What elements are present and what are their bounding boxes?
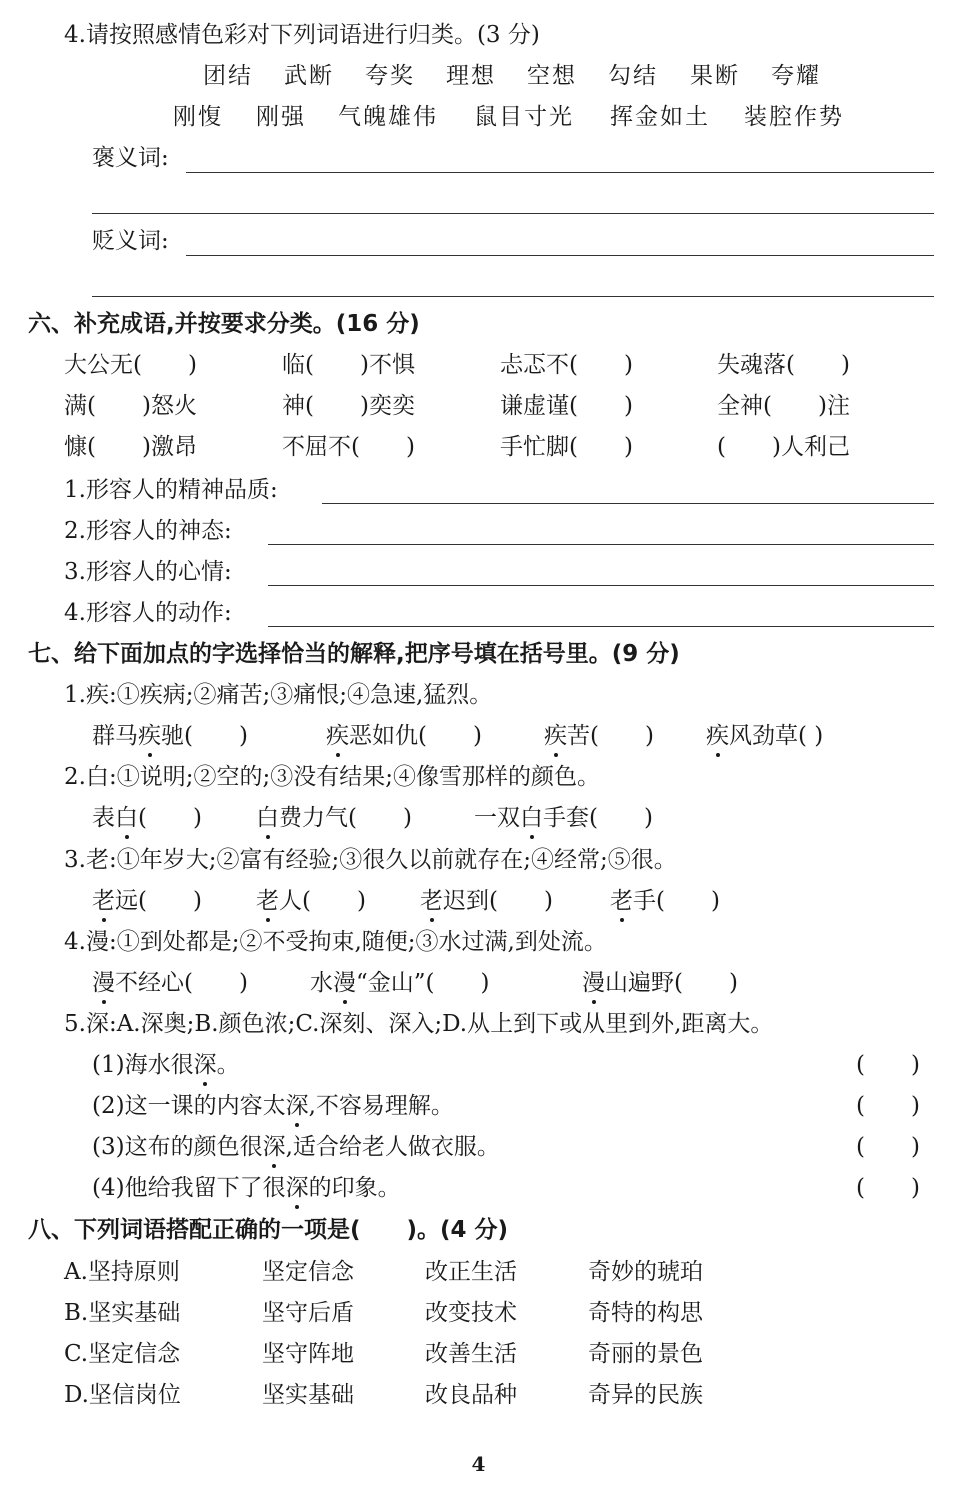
idiom: 满( )怒火 [64, 393, 197, 419]
option-text: 奇妙的琥珀 [588, 1259, 703, 1285]
category-mood: 3.形容人的心情: [64, 559, 232, 585]
item2-definition: 2.白:①说明;②空的;③没有结果;④像雪那样的颜色。 [64, 764, 600, 790]
item1-definition: 1.疾:①疾病;②痛苦;③痛恨;④急速,猛烈。 [64, 682, 493, 708]
option-text: 奇丽的景色 [588, 1341, 703, 1367]
item3-word-a: 老远( ) [92, 888, 202, 914]
section6-title: 六、补充成语,并按要求分类。(16 分) [28, 311, 420, 337]
option-text: 坚守阵地 [262, 1341, 354, 1367]
item4-word-c: 漫山遍野( ) [582, 970, 738, 996]
idiom: 失魂落( ) [717, 352, 850, 378]
idiom: 谦虚谨( ) [500, 393, 633, 419]
item5-sentence4: (4)他给我留下了很深的印象。 [92, 1175, 401, 1201]
word: 气魄雄伟 [338, 104, 438, 130]
option-text: 坚定信念 [262, 1259, 354, 1285]
word: 夸奖 [365, 63, 415, 89]
word: 刚愎 [173, 104, 223, 130]
idiom: 神( )奕奕 [282, 393, 415, 419]
item2-word-c: 一双白手套( ) [474, 805, 653, 831]
item1-word-a: 群马疾驰( ) [92, 723, 248, 749]
word: 勾结 [608, 63, 658, 89]
answer-line[interactable] [186, 255, 934, 256]
option-text: C.坚定信念 [64, 1341, 181, 1367]
word: 夸耀 [771, 63, 821, 89]
item4-word-a: 漫不经心( ) [92, 970, 248, 996]
word: 挥金如土 [610, 104, 710, 130]
page-number: 4 [471, 1452, 486, 1476]
item4-word-b: 水漫“金山”( ) [310, 970, 490, 996]
option-text: 坚实基础 [262, 1382, 354, 1408]
word: 团结 [203, 63, 253, 89]
idiom: 全神( )注 [717, 393, 850, 419]
section8-title: 八、下列词语搭配正确的一项是( )。(4 分) [28, 1217, 509, 1243]
item3-word-b: 老人( ) [256, 888, 366, 914]
idiom: 大公无( ) [64, 352, 197, 378]
word: 鼠目寸光 [474, 104, 574, 130]
item1-word-c: 疾苦( ) [544, 723, 654, 749]
answer-line[interactable] [268, 626, 934, 627]
answer-line[interactable] [92, 296, 934, 297]
answer-line[interactable] [186, 172, 934, 173]
option-text: 改正生活 [425, 1259, 517, 1285]
answer-paren[interactable]: ( ) [856, 1134, 920, 1160]
item2-word-a: 表白( ) [92, 805, 202, 831]
answer-paren[interactable]: ( ) [856, 1052, 920, 1078]
word: 理想 [446, 63, 496, 89]
word: 果断 [690, 63, 740, 89]
idiom: 慷( )激昂 [64, 434, 197, 460]
option-text: 改变技术 [425, 1300, 517, 1326]
item3-definition: 3.老:①年岁大;②富有经验;③很久以前就存在;④经常;⑤很。 [64, 847, 677, 873]
item5-definition: 5.深:A.深奥;B.颜色浓;C.深刻、深入;D.从上到下或从里到外,距离大。 [64, 1011, 774, 1037]
option-text: 改善生活 [425, 1341, 517, 1367]
word: 武断 [284, 63, 334, 89]
item3-word-c: 老迟到( ) [420, 888, 553, 914]
item4-definition: 4.漫:①到处都是;②不受拘束,随便;③水过满,到处流。 [64, 929, 607, 955]
label-negative: 贬义词: [92, 228, 169, 254]
idiom: 手忙脚( ) [500, 434, 633, 460]
answer-line[interactable] [268, 544, 934, 545]
label-positive: 褒义词: [92, 145, 169, 171]
option-text: 奇异的民族 [588, 1382, 703, 1408]
idiom: ( )人利己 [717, 434, 850, 460]
item3-word-d: 老手( ) [610, 888, 720, 914]
item5-sentence2: (2)这一课的内容太深,不容易理解。 [92, 1093, 454, 1119]
answer-line[interactable] [92, 213, 934, 214]
item5-sentence3: (3)这布的颜色很深,适合给老人做衣服。 [92, 1134, 500, 1160]
item1-word-d: 疾风劲草( ) [706, 723, 824, 749]
item1-word-b: 疾恶如仇( ) [326, 723, 482, 749]
option-text: 坚守后盾 [262, 1300, 354, 1326]
answer-paren[interactable]: ( ) [856, 1175, 920, 1201]
item5-sentence1: (1)海水很深。 [92, 1052, 240, 1078]
idiom: 临( )不惧 [282, 352, 415, 378]
option-text: 奇特的构思 [588, 1300, 703, 1326]
item2-word-b: 白费力气( ) [256, 805, 412, 831]
section7-title: 七、给下面加点的字选择恰当的解释,把序号填在括号里。(9 分) [28, 641, 680, 667]
word: 装腔作势 [744, 104, 844, 130]
answer-paren[interactable]: ( ) [856, 1093, 920, 1119]
option-text: A.坚持原则 [64, 1259, 180, 1285]
answer-line[interactable] [268, 585, 934, 586]
word: 空想 [527, 63, 577, 89]
answer-line[interactable] [322, 503, 934, 504]
category-spirit: 1.形容人的精神品质: [64, 477, 278, 503]
q4-title: 4.请按照感情色彩对下列词语进行归类。(3 分) [64, 22, 540, 48]
option-text: D.坚信岗位 [64, 1382, 181, 1408]
word: 刚强 [256, 104, 306, 130]
idiom: 忐忑不( ) [500, 352, 633, 378]
category-action: 4.形容人的动作: [64, 600, 232, 626]
option-text: 改良品种 [425, 1382, 517, 1408]
option-text: B.坚实基础 [64, 1300, 181, 1326]
idiom: 不屈不( ) [282, 434, 415, 460]
category-expression: 2.形容人的神态: [64, 518, 232, 544]
